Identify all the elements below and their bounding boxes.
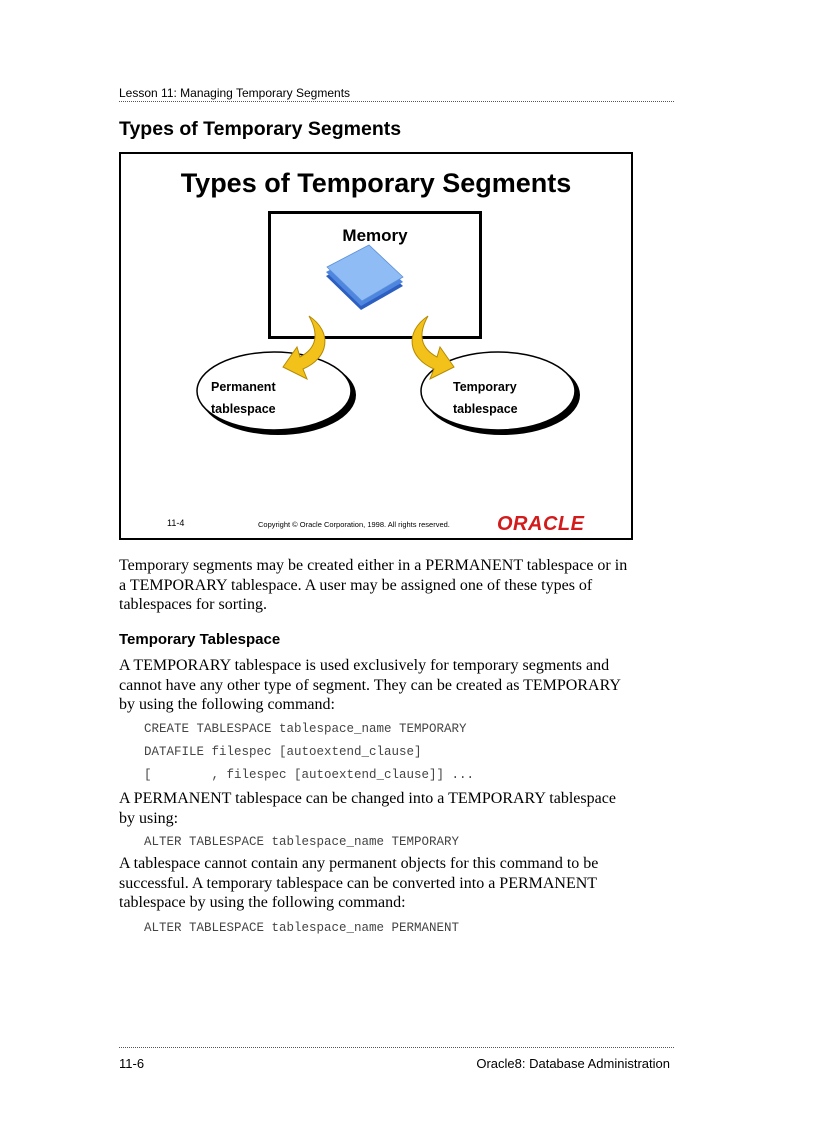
permanent-tablespace-label xyxy=(211,376,276,420)
slide-title: Types of Temporary Segments xyxy=(180,168,572,198)
temporary-tablespace-paragraph: A TEMPORARY tablespace is used exclusively for temporary segments and cannot have any other type of segment. They can be created as TEMPORARY by using the following command: xyxy=(119,657,621,713)
code-line-alter-permanent: ALTER TABLESPACE tablespace_name PERMANENT xyxy=(144,921,460,935)
arrow-to-temporary-icon xyxy=(412,316,454,379)
section-title: Types of Temporary Segments xyxy=(119,118,402,140)
alter-temporary-paragraph: A PERMANENT tablespace can be changed into a TEMPORARY tablespace by using: xyxy=(119,790,616,827)
temporary-tablespace-label xyxy=(453,376,518,420)
footer-divider xyxy=(119,1047,674,1048)
memory-block-icon xyxy=(326,245,403,310)
page-number: 11-6 xyxy=(119,1056,145,1071)
oracle-logo: ORACLE xyxy=(497,513,585,535)
slide-figure xyxy=(119,152,633,540)
code-line-alter-temporary: ALTER TABLESPACE tablespace_name TEMPORARY xyxy=(144,835,460,849)
slide-copyright: Copyright © Oracle Corporation, 1998. All rights reserved. xyxy=(258,520,450,529)
intro-paragraph: Temporary segments may be created either in a PERMANENT tablespace or in a TEMPORARY tablespace. A user may be assigned one of these types of tablespaces for sorting. xyxy=(119,557,628,613)
arrow-to-permanent-icon xyxy=(283,316,325,379)
temporary-label-line2: tablespace xyxy=(453,402,518,416)
temporary-label-line1: Temporary xyxy=(453,380,517,394)
code-line-filespec: [ , filespec [autoextend_clause]] ... xyxy=(144,768,475,782)
code-line-create: CREATE TABLESPACE tablespace_name TEMPORARY xyxy=(144,722,467,736)
running-header: Lesson 11: Managing Temporary Segments xyxy=(119,86,351,100)
header-divider xyxy=(119,101,674,102)
permanent-label-line1: Permanent xyxy=(211,380,276,394)
book-title: Oracle8: Database Administration xyxy=(476,1056,670,1071)
code-line-datafile: DATAFILE filespec [autoextend_clause] xyxy=(144,745,422,759)
slide-number: 11-4 xyxy=(167,518,185,528)
diagram-foreground xyxy=(121,154,631,538)
alter-permanent-paragraph: A tablespace cannot contain any permanent objects for this command to be successful. A temporary tablespace can be converted into a PERMANENT tablespace by using the following command: xyxy=(119,855,599,911)
temporary-tablespace-heading: Temporary Tablespace xyxy=(119,631,281,648)
permanent-label-line2: tablespace xyxy=(211,402,276,416)
memory-label: Memory xyxy=(342,226,408,245)
